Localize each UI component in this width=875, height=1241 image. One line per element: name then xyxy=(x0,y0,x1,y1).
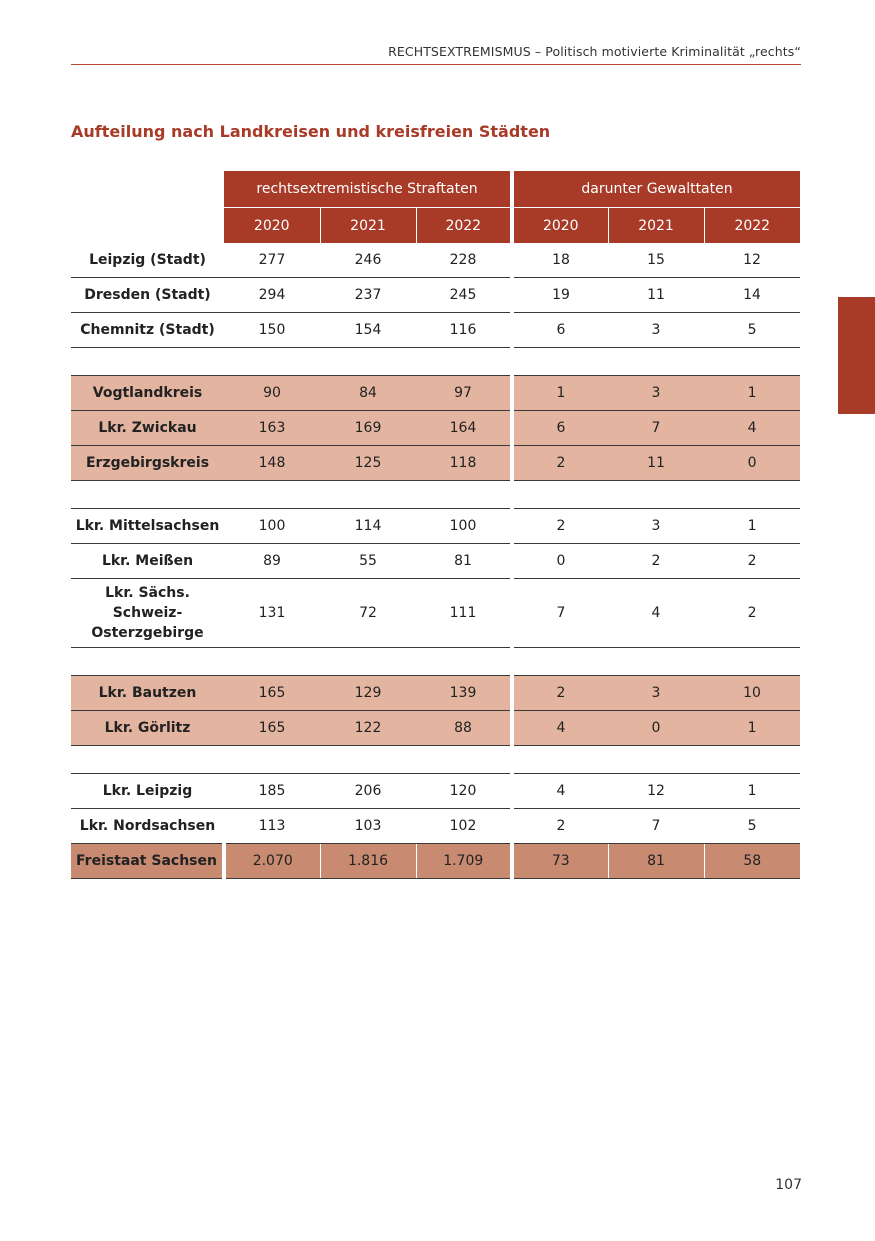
table-cell: 113 xyxy=(224,809,320,844)
table-cell: 6 xyxy=(512,411,608,446)
table-cell: 89 xyxy=(224,544,320,579)
table-cell: 1 xyxy=(704,509,800,544)
table-cell: 14 xyxy=(704,278,800,313)
table-cell: 246 xyxy=(320,243,416,278)
table-cell: 111 xyxy=(416,579,512,648)
region-name: Erzgebirgskreis xyxy=(71,446,224,481)
region-name-line: Osterzgebirge xyxy=(91,625,204,641)
table-cell: 1 xyxy=(704,711,800,746)
table-row xyxy=(71,278,800,313)
total-cell: 1.709 xyxy=(416,844,512,879)
table-cell: 4 xyxy=(704,411,800,446)
table-cell: 277 xyxy=(224,243,320,278)
table-cell: 97 xyxy=(416,376,512,411)
running-header: RECHTSEXTREMISMUS – Politisch motivierte Kriminalität „rechts“ xyxy=(388,44,801,59)
year-header: 2022 xyxy=(416,208,512,244)
table-cell: 12 xyxy=(704,243,800,278)
table-cell: 2 xyxy=(512,809,608,844)
table-row xyxy=(71,376,800,411)
chapter-tab-marker xyxy=(838,297,875,414)
table-cell: 2 xyxy=(704,544,800,579)
table-cell: 3 xyxy=(608,676,704,711)
year-header: 2021 xyxy=(608,208,704,244)
table-cell: 150 xyxy=(224,313,320,348)
total-cell: 58 xyxy=(704,844,800,879)
table-row xyxy=(71,711,800,746)
table-cell: 4 xyxy=(512,711,608,746)
table-cell: 7 xyxy=(512,579,608,648)
region-name: Lkr. Leipzig xyxy=(71,774,224,809)
table-cell: 148 xyxy=(224,446,320,481)
table-cell: 4 xyxy=(512,774,608,809)
group-spacer xyxy=(71,648,800,676)
table-cell: 5 xyxy=(704,809,800,844)
table-row xyxy=(71,544,800,579)
total-label: Freistaat Sachsen xyxy=(71,844,224,879)
table-cell: 100 xyxy=(224,509,320,544)
group-spacer xyxy=(71,481,800,509)
region-name-line: Schweiz- xyxy=(112,605,183,621)
table-row xyxy=(71,809,800,844)
region-name: Lkr. Görlitz xyxy=(71,711,224,746)
table-cell: 131 xyxy=(224,579,320,648)
table-cell: 0 xyxy=(704,446,800,481)
total-cell: 1.816 xyxy=(320,844,416,879)
year-header: 2020 xyxy=(224,208,320,244)
table-row xyxy=(71,243,800,278)
total-cell: 81 xyxy=(608,844,704,879)
table-cell: 88 xyxy=(416,711,512,746)
region-name: Dresden (Stadt) xyxy=(71,278,224,313)
table-corner xyxy=(71,171,224,208)
table-cell: 5 xyxy=(704,313,800,348)
table-row xyxy=(71,774,800,809)
total-cell: 73 xyxy=(512,844,608,879)
table-cell: 0 xyxy=(512,544,608,579)
table-cell: 15 xyxy=(608,243,704,278)
table-cell: 4 xyxy=(608,579,704,648)
table-cell: 228 xyxy=(416,243,512,278)
table-cell: 114 xyxy=(320,509,416,544)
table-cell: 72 xyxy=(320,579,416,648)
region-name: Vogtlandkreis xyxy=(71,376,224,411)
table-cell: 0 xyxy=(608,711,704,746)
table-cell: 164 xyxy=(416,411,512,446)
table-cell: 139 xyxy=(416,676,512,711)
total-row xyxy=(71,844,800,879)
table-cell: 3 xyxy=(608,313,704,348)
table-cell: 1 xyxy=(704,376,800,411)
region-name: Lkr. Bautzen xyxy=(71,676,224,711)
table-cell: 11 xyxy=(608,446,704,481)
table-cell: 116 xyxy=(416,313,512,348)
region-name: Lkr. Mittelsachsen xyxy=(71,509,224,544)
table-cell: 19 xyxy=(512,278,608,313)
region-name: Chemnitz (Stadt) xyxy=(71,313,224,348)
table-cell: 206 xyxy=(320,774,416,809)
table-cell: 2 xyxy=(512,509,608,544)
region-name: Lkr. Zwickau xyxy=(71,411,224,446)
group-header-straftaten: rechtsextremistische Straftaten xyxy=(224,171,512,208)
table-cell: 100 xyxy=(416,509,512,544)
table-cell: 118 xyxy=(416,446,512,481)
table-cell: 294 xyxy=(224,278,320,313)
table-row xyxy=(71,509,800,544)
group-spacer xyxy=(71,746,800,774)
table-corner xyxy=(71,208,224,244)
page-number: 107 xyxy=(775,1177,802,1193)
table-cell: 122 xyxy=(320,711,416,746)
region-name xyxy=(71,579,224,648)
table-cell: 185 xyxy=(224,774,320,809)
table-cell: 3 xyxy=(608,509,704,544)
table-cell: 90 xyxy=(224,376,320,411)
table-cell: 120 xyxy=(416,774,512,809)
year-header: 2020 xyxy=(512,208,608,244)
table-cell: 237 xyxy=(320,278,416,313)
table-row xyxy=(71,446,800,481)
table-cell: 2 xyxy=(512,676,608,711)
table-cell: 103 xyxy=(320,809,416,844)
table-cell: 3 xyxy=(608,376,704,411)
table-cell: 55 xyxy=(320,544,416,579)
region-name: Lkr. Nordsachsen xyxy=(71,809,224,844)
table-cell: 84 xyxy=(320,376,416,411)
table-cell: 125 xyxy=(320,446,416,481)
header-rule xyxy=(71,64,801,65)
table-cell: 165 xyxy=(224,676,320,711)
table-row xyxy=(71,579,800,648)
group-header-gewalttaten: darunter Gewalttaten xyxy=(512,171,800,208)
group-spacer xyxy=(71,348,800,376)
total-cell: 2.070 xyxy=(224,844,320,879)
table-row xyxy=(71,411,800,446)
table-cell: 169 xyxy=(320,411,416,446)
table-cell: 18 xyxy=(512,243,608,278)
table-row xyxy=(71,313,800,348)
year-header: 2022 xyxy=(704,208,800,244)
table-cell: 2 xyxy=(704,579,800,648)
table-cell: 154 xyxy=(320,313,416,348)
statistics-table xyxy=(71,171,800,879)
region-name: Leipzig (Stadt) xyxy=(71,243,224,278)
table-cell: 11 xyxy=(608,278,704,313)
table-cell: 129 xyxy=(320,676,416,711)
region-name-line: Lkr. Sächs. xyxy=(105,585,190,601)
table-cell: 7 xyxy=(608,809,704,844)
table-cell: 163 xyxy=(224,411,320,446)
table-cell: 10 xyxy=(704,676,800,711)
table-cell: 245 xyxy=(416,278,512,313)
table-cell: 6 xyxy=(512,313,608,348)
table-cell: 165 xyxy=(224,711,320,746)
table-cell: 102 xyxy=(416,809,512,844)
table-cell: 1 xyxy=(704,774,800,809)
table-cell: 2 xyxy=(512,446,608,481)
region-name: Lkr. Meißen xyxy=(71,544,224,579)
table-row xyxy=(71,676,800,711)
table-cell: 1 xyxy=(512,376,608,411)
table-cell: 81 xyxy=(416,544,512,579)
year-header: 2021 xyxy=(320,208,416,244)
table-cell: 12 xyxy=(608,774,704,809)
section-title: Aufteilung nach Landkreisen und kreisfreien Städten xyxy=(71,122,551,141)
table-cell: 7 xyxy=(608,411,704,446)
table-cell: 2 xyxy=(608,544,704,579)
